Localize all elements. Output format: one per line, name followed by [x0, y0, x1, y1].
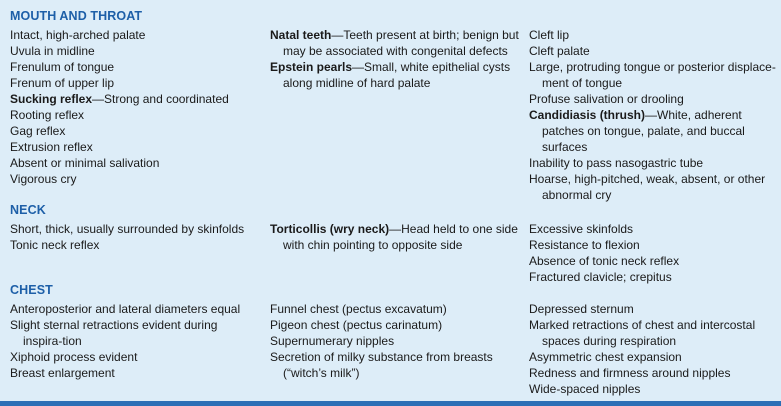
list-item: Funnel chest (pectus excavatum) [270, 302, 447, 316]
deviations-column [529, 301, 779, 397]
list-item: Inability to pass nasogastric tube [529, 156, 704, 170]
list-item: Candidiasis (thrush)—White, adherent patches on tongue, palate, and buccal surfaces [529, 108, 745, 154]
list-item: Secretion of milky substance from breasts (“witch’s milk”) [270, 350, 493, 380]
section-heading: CHEST [10, 283, 53, 297]
list-item: Sucking reflex—Strong and coordinated [10, 92, 229, 106]
list-item: Supernumerary nipples [270, 334, 395, 348]
list-item: Frenum of upper lip [10, 76, 115, 90]
list-item: Torticollis (wry neck)—Head held to one side with chin pointing to opposite side [270, 222, 518, 252]
list-item: Marked retractions of chest and intercostal spaces during respiration [529, 318, 756, 348]
list-item: Hoarse, high-pitched, weak, absent, or other abnormal cry [529, 172, 766, 202]
normal-findings-column [10, 301, 260, 381]
deviations-column [529, 27, 779, 203]
list-item: Breast enlargement [10, 366, 115, 380]
list-item: Large, protruding tongue or posterior displace-ment of tongue [529, 60, 776, 90]
list-item: Extrusion reflex [10, 140, 93, 154]
list-item: Frenulum of tongue [10, 60, 115, 74]
list-item: Wide-spaced nipples [529, 382, 641, 396]
list-item: Short, thick, usually surrounded by skinfolds [10, 222, 245, 236]
list-item: Tonic neck reflex [10, 238, 100, 252]
list-item: Xiphoid process evident [10, 350, 138, 364]
list-item: Intact, high-arched palate [10, 28, 146, 42]
list-item: Vigorous cry [10, 172, 77, 186]
list-item: Absent or minimal salivation [10, 156, 160, 170]
list-item: Asymmetric chest expansion [529, 350, 682, 364]
list-item: Fractured clavicle; crepitus [529, 270, 672, 284]
list-item: Pigeon chest (pectus carinatum) [270, 318, 443, 332]
list-item: Absence of tonic neck reflex [529, 254, 680, 268]
list-item: Cleft lip [529, 28, 570, 42]
variations-column [270, 301, 520, 381]
variations-column [270, 221, 520, 253]
list-item: Cleft palate [529, 44, 590, 58]
list-item: Depressed sternum [529, 302, 634, 316]
normal-findings-column [10, 27, 260, 187]
list-item: Uvula in midline [10, 44, 95, 58]
list-item: Anteroposterior and lateral diameters equal [10, 302, 241, 316]
section-heading: MOUTH AND THROAT [10, 9, 143, 23]
list-item: Excessive skinfolds [529, 222, 634, 236]
list-item: Profuse salivation or drooling [529, 92, 684, 106]
variations-column [270, 27, 520, 91]
bottom-rule [0, 401, 781, 406]
list-item: Gag reflex [10, 124, 66, 138]
normal-findings-column [10, 221, 260, 253]
list-item: Rooting reflex [10, 108, 85, 122]
list-item: Resistance to flexion [529, 238, 640, 252]
deviations-column [529, 221, 779, 285]
list-item: Redness and firmness around nipples [529, 366, 731, 380]
section-heading: NECK [10, 203, 46, 217]
list-item: Natal teeth—Teeth present at birth; benign but may be associated with congenital defects [270, 28, 519, 58]
list-item: Slight sternal retractions evident during inspira-tion [10, 318, 218, 348]
list-item: Epstein pearls—Small, white epithelial cysts along midline of hard palate [270, 60, 511, 90]
